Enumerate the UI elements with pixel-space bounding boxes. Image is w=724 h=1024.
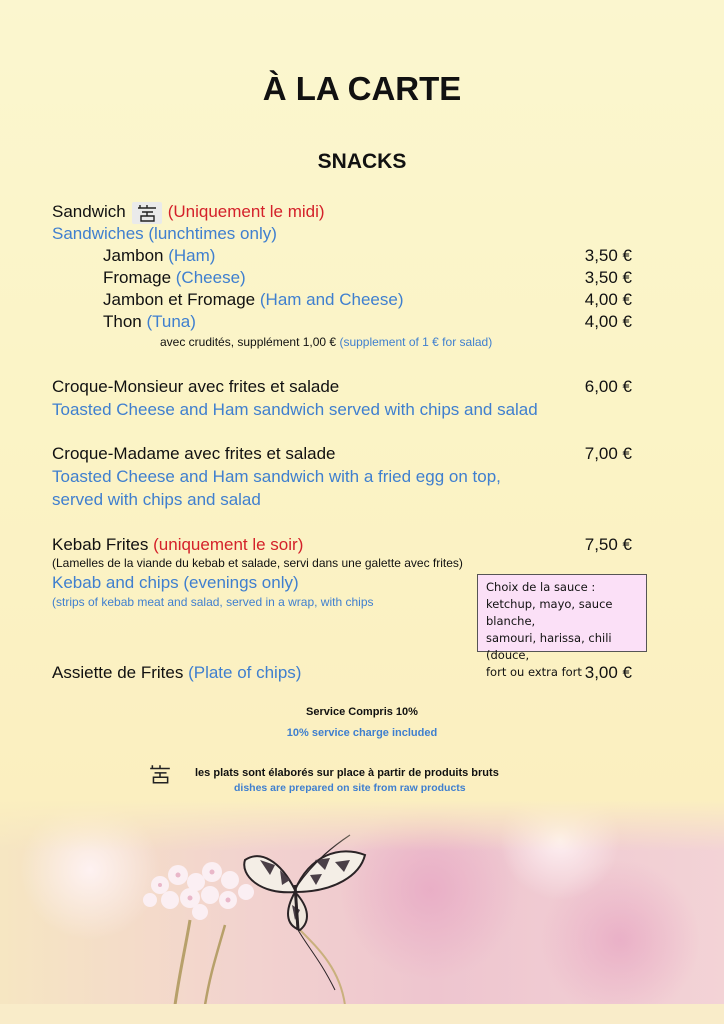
homemade-note-fr: les plats sont élaborés sur place à partir de produits bruts	[195, 767, 499, 779]
supplement-fr: avec crudités, supplément 1,00 €	[160, 335, 337, 349]
sauce-line: fort ou extra fort	[486, 665, 582, 679]
page-title: À LA CARTE	[262, 70, 462, 107]
croque-madame-name: Croque-Madame avec frites et salade	[52, 444, 336, 463]
service-note-en: 10% service charge included	[286, 727, 438, 739]
croque-monsieur-en: Toasted Cheese and Ham sandwich served with chips and salad	[52, 400, 538, 419]
item-name-en: (Cheese)	[175, 268, 246, 287]
supplement-note	[160, 334, 492, 350]
croque-monsieur-price: 6,00 €	[584, 377, 632, 396]
item-price: 4,00 €	[584, 312, 632, 331]
item-name: Jambon	[103, 246, 164, 265]
croque-madame-en-1: Toasted Cheese and Ham sandwich with a fried egg on top,	[52, 467, 501, 486]
item-name-en: (Tuna)	[146, 312, 196, 331]
butterfly-flower-image	[0, 800, 724, 1005]
sandwich-item	[103, 267, 246, 289]
kebab-desc-en: (strips of kebab meat and salad, served in a wrap, with chips	[52, 595, 374, 609]
homemade-note-en: dishes are prepared on site from raw products	[234, 782, 466, 794]
kebab-name	[52, 534, 303, 556]
frites-name	[52, 662, 301, 684]
sandwich-label-en: Sandwiches (lunchtimes only)	[52, 224, 277, 243]
bottom-band	[0, 1004, 724, 1024]
chef-hat-icon	[132, 202, 162, 224]
item-price: 3,50 €	[584, 268, 632, 287]
frites-fr: Assiette de Frites	[52, 663, 184, 682]
supplement-en: (supplement of 1 € for salad)	[339, 335, 493, 349]
item-name-en: (Ham and Cheese)	[259, 290, 404, 309]
kebab-note: (uniquement le soir)	[153, 535, 304, 554]
chef-hat-icon	[148, 764, 174, 786]
item-price: 4,00 €	[584, 290, 632, 309]
sandwich-label: Sandwich	[52, 202, 126, 221]
kebab-price: 7,50 €	[584, 535, 632, 554]
item-name: Fromage	[103, 268, 172, 287]
item-name-en: (Ham)	[168, 246, 216, 265]
kebab-en: Kebab and chips (evenings only)	[52, 573, 299, 592]
service-note-fr: Service Compris 10%	[306, 706, 418, 718]
sauce-line: Choix de la sauce :	[486, 580, 596, 594]
item-name: Thon	[103, 312, 142, 331]
item-price: 3,50 €	[584, 246, 632, 265]
sandwich-heading	[52, 201, 325, 224]
croque-madame-en-2: served with chips and salad	[52, 490, 261, 509]
section-title: SNACKS	[317, 150, 407, 173]
kebab-fr: Kebab Frites	[52, 535, 149, 554]
sandwich-item	[103, 311, 196, 333]
sauce-line: samouri, harissa, chili (douce,	[486, 631, 612, 662]
sandwich-item	[103, 245, 215, 267]
sandwich-note: (Uniquement le midi)	[167, 202, 325, 221]
sandwich-item	[103, 289, 404, 311]
croque-monsieur-name: Croque-Monsieur avec frites et salade	[52, 377, 340, 396]
frites-price: 3,00 €	[584, 663, 632, 682]
kebab-desc-fr: (Lamelles de la viande du kebab et salade, servi dans une galette avec frites)	[52, 556, 463, 570]
sauce-line: ketchup, mayo, sauce blanche,	[486, 597, 613, 628]
frites-en: (Plate of chips)	[188, 663, 302, 682]
item-name: Jambon et Fromage	[103, 290, 256, 309]
croque-madame-price: 7,00 €	[584, 444, 632, 463]
